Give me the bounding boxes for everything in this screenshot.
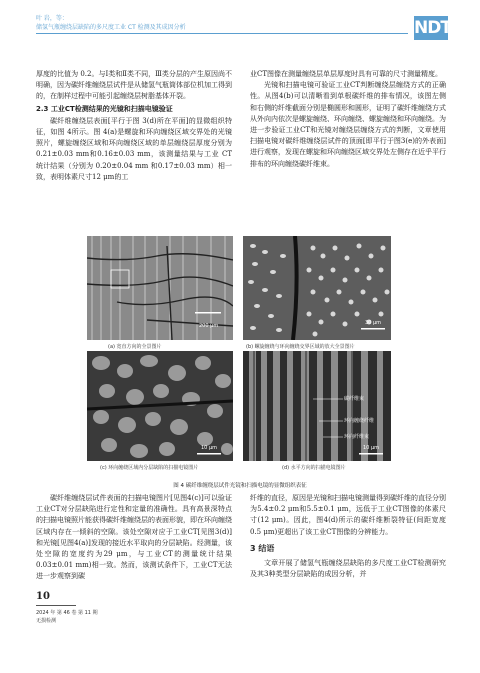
section-heading: 3 结语 (250, 543, 275, 553)
footer-rule (36, 605, 76, 606)
paragraph: 文章开展了储氢气瓶缠绕层缺陷的多尺度工业CT检测研究及其3种类型分层缺陷的成因分析，并 (250, 559, 446, 579)
figure-title: 图 4 碳纤维缠绕层试件光镜和扫描电镜的显微组织表征 (173, 483, 307, 489)
scale-bar-label: 10 μm (201, 445, 218, 451)
hoop-fiber-label: 环向缠绕纤维 (344, 418, 375, 424)
page-number: 10 (36, 591, 50, 602)
paragraph: 业CT图像在测量缠绕层单层厚度时具有可靠的尺寸测量精度。 (250, 70, 443, 78)
right-column-top (250, 69, 446, 170)
figure-a-optical-image (87, 236, 233, 340)
left-column-bottom (36, 493, 232, 583)
figure-d-caption: (d) 水平方向的扫描电镜图片 (282, 465, 346, 471)
paragraph: 碳纤维缠绕层表面[平行于图 3(d)所在平面]的显微组织特征，如图 4所示。图 4(a)是螺旋和环向缠绕区域交界处的光镜照片，螺旋缠绕区域和环向缠绕区域的单层缠绕层厚度分别为0.21±0.03 mm和0.16±0.03 mm，该测量结果与工业 CT 统计结果（分别为 0.20±0.04 mm 和0.17±0.03 mm）相一致，表明体素尺寸12 μm的工 (36, 116, 232, 181)
paragraph: 厚度的比值为 0.2。与Ⅰ类和Ⅱ类不同，Ⅲ类分层的产生原因尚不明确，因为碳纤维缠绕层试件是从储氢气瓶筒体部位机加工得到的，在制样过程中可能引起缠绕层树脂基体开裂。 (36, 70, 232, 101)
fiber-bundle-label: 碳纤维束 (344, 396, 365, 402)
page-header (36, 13, 451, 45)
right-column-bottom (250, 493, 446, 580)
paragraph: 纤维的直径，原因是光镜和扫描电镜测量得到碳纤维的直径分别为5.4±0.2 μm和5.5±0.1 μm，远低于工业CT图像的体素尺寸(12 μm)。因此，图4(d)所示的碳纤维断裂特征(间距宽度0.5 μm)更超出了该工业CT图像的分辨能力。 (250, 494, 446, 536)
scale-bar-label: 200 μm (199, 323, 219, 329)
figure-b-caption: (b) 螺旋缠绕与环向缠绕交界区域的放大全景图片 (246, 344, 355, 350)
section-heading: 2.3 工业CT检测结果的光镜和扫描电镜验证 (36, 104, 173, 113)
figure-c-caption: (c) 环向缠绕区域内分层缺陷的扫描电镜图片 (100, 465, 199, 471)
journal-name: 无损检测 (36, 618, 57, 624)
scale-bar-label: 30 μm (365, 320, 382, 326)
figure-b-optical-image (243, 236, 391, 340)
paragraph: 光镜和扫描电镜可验证工业CT判断缠绕层缠绕方式的正确性。从图4(b)可以清晰看到单根碳纤维的排布情况，该图左侧和右侧的纤维截面分别是椭圆形和圆形，证明了碳纤维缠绕方式从外向内依次是螺旋缠绕、环向缠绕、螺旋缠绕和环向缠绕。为进一步验证工业CT和光镜对缠绕层缠绕方式的判断，文章使用扫描电镜对碳纤维缠绕层试件的顶面[即平行于图3(e)的外表面]进行观察，发现在螺旋和环向缠绕区域交界处左侧存在近乎平行排布的环向缠绕碳纤维束。 (250, 81, 446, 168)
header-rule (36, 33, 408, 34)
figure-d-sem-image (243, 351, 391, 461)
header-title: 储氢气瓶缠绕层缺陷的多尺度工业 CT 检测及其成因分析 (36, 24, 186, 31)
figure-c-sem-image (87, 351, 233, 461)
journal-issue: 2024 年 第 46 卷 第 11 期 (36, 610, 98, 616)
figure-a-caption: (a) 宽直方向的全景图片 (108, 344, 162, 350)
page-footer (36, 591, 98, 625)
scale-bar-label: 10 μm (363, 445, 380, 451)
hoop-bundle-label: 环向纤维束 (344, 434, 370, 440)
journal-logo: NDT (414, 18, 451, 38)
paragraph: 碳纤维缠绕层试件表面的扫描电镜图片[见图4(c)]可以验证工业CT对分层缺陷进行定性和定量的准确性。具有高景深特点的扫描电镜照片能获得碳纤维缠绕层的表面形貌，即在环向缠绕区域内存在一倾斜的空隙。该处空隙对应于工业CT[见图3(d)]和光镜[见图4(a)]发现的接近水平取向的分层缺陷。经测量，该处空隙的宽度约为29 μm，与工业CT的测量统计结果0.03±0.01 mm)相一致。然而，该测试条件下，工业CT无法进一步观察到碳 (36, 494, 232, 581)
left-column-top (36, 69, 232, 183)
header-authors: 叶 岩，等： (36, 15, 68, 22)
